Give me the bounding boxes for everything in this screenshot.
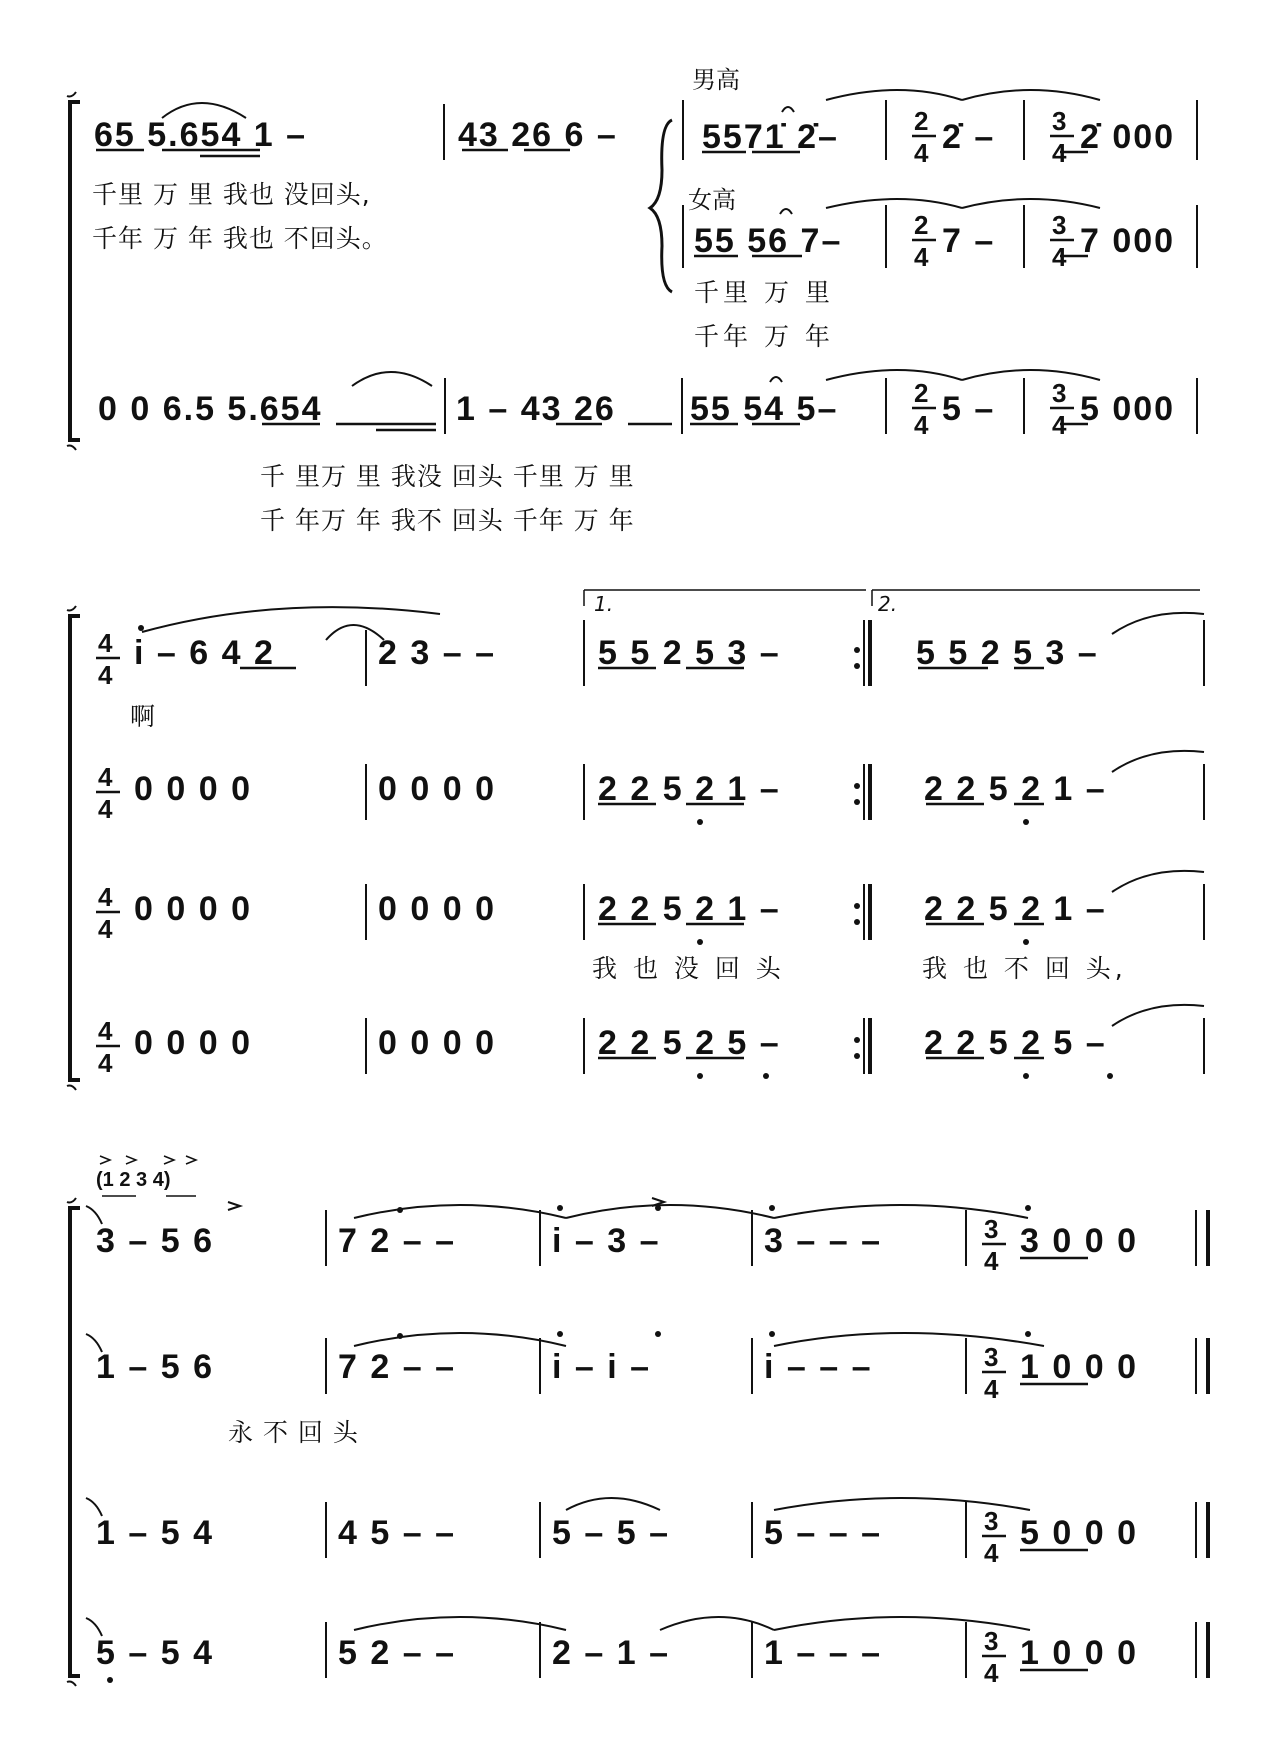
time-sig-bottom: 4 bbox=[1052, 410, 1069, 440]
time-sig-bottom: 4 bbox=[1052, 138, 1069, 168]
time-sig-top: 4 bbox=[98, 762, 115, 792]
s3-v2-measure-4: i – – – bbox=[764, 1348, 873, 1386]
s3-v4-measure-4: 1 – – – bbox=[764, 1634, 882, 1672]
s3-v1-measure-1: 3 – 5 6 bbox=[96, 1222, 214, 1260]
time-sig-bottom: 4 bbox=[914, 242, 931, 272]
s3-v1-measure-2: 7 2 – – bbox=[338, 1222, 456, 1260]
s3-v2-measure-3: i – i – bbox=[552, 1348, 652, 1386]
v4-measure-3: 2 2 5 2 5 – bbox=[598, 1024, 781, 1062]
time-sig-bottom: 4 bbox=[914, 138, 931, 168]
s3-v1-measure-3: i – 3 – bbox=[552, 1222, 661, 1260]
v3-lyric-a: 我 也 没 回 头 bbox=[592, 954, 785, 983]
s3-v4-measure-3: 2 – 1 – bbox=[552, 1634, 670, 1672]
ending-2-label: 2. bbox=[878, 592, 898, 616]
time-sig-top: 2 bbox=[914, 378, 931, 408]
time-sig-bottom: 4 bbox=[984, 1246, 1001, 1276]
time-sig-bottom: 4 bbox=[98, 1048, 115, 1078]
time-sig-top: 3 bbox=[1052, 106, 1069, 136]
v1-measure-4: 5 5 2 5 3 – bbox=[916, 634, 1099, 672]
s3-v3-measure-2: 4 5 – – bbox=[338, 1514, 456, 1552]
v3-measure-4: 2 2 5 2 1 – bbox=[924, 890, 1107, 928]
v1-measure-3: 5 5 2 5 3 – bbox=[598, 634, 781, 672]
v3-measure-2: 0 0 0 0 bbox=[378, 890, 496, 928]
label-male-tenor: 男高 bbox=[692, 66, 740, 94]
time-sig-bottom: 4 bbox=[984, 1374, 1001, 1404]
female-notes-measure-3: 7 000 bbox=[1080, 222, 1176, 260]
v4-measure-1: 0 0 0 0 bbox=[134, 1024, 252, 1062]
ending-1-label: 1. bbox=[594, 592, 614, 616]
v3-measure-3: 2 2 5 2 1 – bbox=[598, 890, 781, 928]
lower-notes-measure-3: 55 54 5– bbox=[690, 390, 839, 428]
v4-measure-4: 2 2 5 2 5 – bbox=[924, 1024, 1107, 1062]
time-sig-top: 3 bbox=[1052, 210, 1069, 240]
female-lyric-line-2: 千年 万 年 bbox=[694, 322, 834, 351]
s3-v2-measure-2: 7 2 – – bbox=[338, 1348, 456, 1386]
time-sig-top: 2 bbox=[914, 210, 931, 240]
time-sig-top: 3 bbox=[984, 1506, 1001, 1536]
upper-notes-measure-2: 43 26 6 – bbox=[458, 116, 618, 154]
time-sig-bottom: 4 bbox=[98, 660, 115, 690]
s3-v3-measure-4: 5 – – – bbox=[764, 1514, 882, 1552]
time-sig-bottom: 4 bbox=[98, 794, 115, 824]
time-sig-bottom: 4 bbox=[984, 1658, 1001, 1688]
v2-measure-1: 0 0 0 0 bbox=[134, 770, 252, 808]
lower-lyric-line-2: 千 年万 年 我不 回头 千年 万 年 bbox=[260, 506, 635, 535]
male-notes-measure-1: 5571̇ 2̇– bbox=[702, 118, 839, 156]
parenthetical-notes: (1 2 3 4) bbox=[96, 1169, 171, 1191]
male-notes-measure-3: 2̇ 000 bbox=[1080, 118, 1176, 156]
lower-notes-measure-2: 1 – 43 26 bbox=[456, 390, 616, 428]
upper-notes-measure-1: 65 5.654 1 – bbox=[94, 116, 308, 154]
v2-measure-2: 0 0 0 0 bbox=[378, 770, 496, 808]
female-notes-measure-1: 55 56 7– bbox=[694, 222, 843, 260]
s3-v3-measure-3: 5 – 5 – bbox=[552, 1514, 670, 1552]
female-notes-measure-2: 7 – bbox=[942, 222, 996, 260]
s3-v2-measure-5: 1 0 0 0 bbox=[1020, 1348, 1138, 1386]
time-sig-top: 4 bbox=[98, 628, 115, 658]
v4-measure-2: 0 0 0 0 bbox=[378, 1024, 496, 1062]
s3-v1-measure-4: 3 – – – bbox=[764, 1222, 882, 1260]
time-sig-bottom: 4 bbox=[98, 914, 115, 944]
label-female-soprano: 女高 bbox=[688, 186, 736, 214]
s3-v4-measure-5: 1 0 0 0 bbox=[1020, 1634, 1138, 1672]
time-sig-bottom: 4 bbox=[984, 1538, 1001, 1568]
v3-lyric-b: 我 也 不 回 头, bbox=[922, 954, 1127, 983]
lower-notes-measure-5: 5 000 bbox=[1080, 390, 1176, 428]
time-sig-bottom: 4 bbox=[1052, 242, 1069, 272]
female-lyric-line-1: 千里 万 里 bbox=[694, 278, 834, 307]
s3-v2-lyric: 永 不 回 头 bbox=[228, 1418, 359, 1447]
s3-v4-measure-1: 5 – 5 4 bbox=[96, 1634, 214, 1672]
v1-measure-2: 2 3 – – bbox=[378, 634, 496, 672]
v1-measure-1: i – 6 4 2 bbox=[134, 634, 275, 672]
s3-v1-measure-5: 3 0 0 0 bbox=[1020, 1222, 1138, 1260]
time-sig-top: 2 bbox=[914, 106, 931, 136]
time-sig-top: 3 bbox=[984, 1626, 1001, 1656]
lower-notes-measure-4: 5 – bbox=[942, 390, 996, 428]
v2-measure-3: 2 2 5 2 1 – bbox=[598, 770, 781, 808]
s3-v2-measure-1: 1 – 5 6 bbox=[96, 1348, 214, 1386]
s3-v3-measure-5: 5 0 0 0 bbox=[1020, 1514, 1138, 1552]
time-sig-top: 3 bbox=[984, 1342, 1001, 1372]
time-sig-top: 4 bbox=[98, 882, 115, 912]
male-notes-measure-2: 2̇ – bbox=[942, 118, 996, 156]
upper-lyric-line-2: 千年 万 年 我也 不回头。 bbox=[92, 224, 388, 253]
time-sig-top: 4 bbox=[98, 1016, 115, 1046]
s3-v4-measure-2: 5 2 – – bbox=[338, 1634, 456, 1672]
time-sig-top: 3 bbox=[984, 1214, 1001, 1244]
s3-v3-measure-1: 1 – 5 4 bbox=[96, 1514, 214, 1552]
time-sig-top: 3 bbox=[1052, 378, 1069, 408]
v2-measure-4: 2 2 5 2 1 – bbox=[924, 770, 1107, 808]
upper-lyric-line-1: 千里 万 里 我也 没回头, bbox=[92, 180, 371, 209]
lower-notes-measure-1: 0 0 6.5 5.654 bbox=[98, 390, 323, 428]
v1-lyric: 啊 bbox=[130, 702, 160, 731]
v3-measure-1: 0 0 0 0 bbox=[134, 890, 252, 928]
lower-lyric-line-1: 千 里万 里 我没 回头 千里 万 里 bbox=[260, 462, 635, 491]
time-sig-bottom: 4 bbox=[914, 410, 931, 440]
